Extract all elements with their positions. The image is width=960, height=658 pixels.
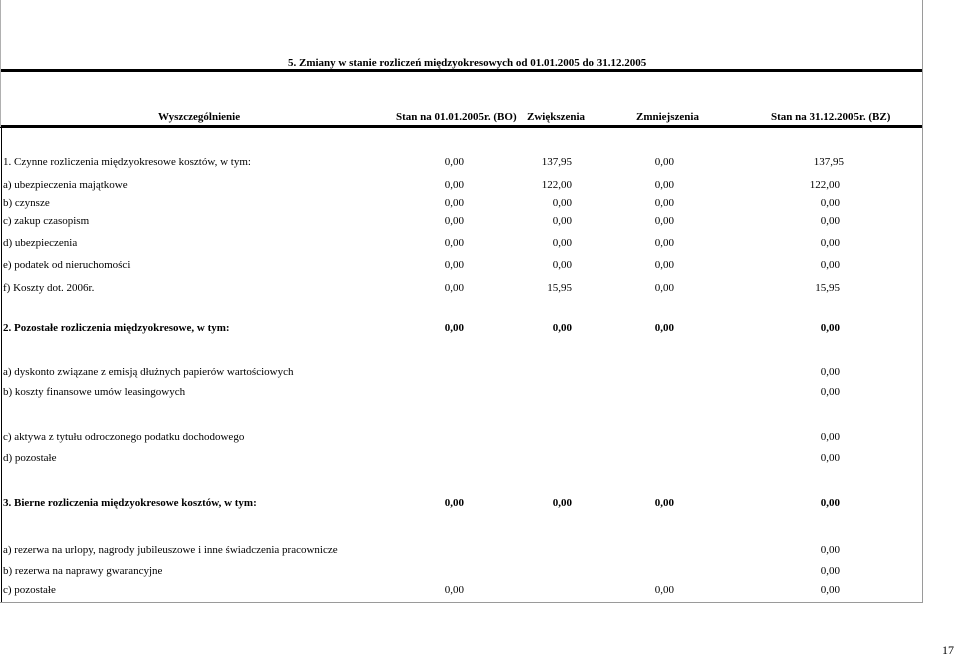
row-3b-bz: 0,00	[820, 565, 840, 577]
header-closing-balance: Stan na 31.12.2005r. (BZ)	[771, 111, 891, 123]
row-3c-dec: 0,00	[654, 584, 674, 596]
row-1c-inc: 0,00	[552, 215, 572, 227]
left-border	[1, 127, 2, 602]
row-2a-bz: 0,00	[820, 366, 840, 378]
row-1a-inc: 122,00	[541, 179, 572, 191]
section-1-dec: 0,00	[654, 156, 674, 168]
row-3c-bo: 0,00	[444, 584, 464, 596]
row-1c-bz: 0,00	[820, 215, 840, 227]
row-1a-bz: 122,00	[809, 179, 840, 191]
section-3-dec: 0,00	[654, 497, 674, 509]
section-3-bz: 0,00	[820, 497, 840, 509]
row-2a-label: a) dyskonto związane z emisją dłużnych papierów wartościowych	[3, 366, 294, 378]
row-2b-bz: 0,00	[820, 386, 840, 398]
row-1e-dec: 0,00	[654, 259, 674, 271]
row-1e-bz: 0,00	[820, 259, 840, 271]
section-2-inc: 0,00	[552, 322, 572, 334]
row-3c-bz: 0,00	[820, 584, 840, 596]
row-1b-inc: 0,00	[552, 197, 572, 209]
row-1b-dec: 0,00	[654, 197, 674, 209]
row-1b-bz: 0,00	[820, 197, 840, 209]
row-1e-bo: 0,00	[444, 259, 464, 271]
header-bottom-border	[0, 125, 922, 128]
section-2-dec: 0,00	[654, 322, 674, 334]
section-2-bo: 0,00	[444, 322, 464, 334]
row-1f-label: f) Koszty dot. 2006r.	[3, 282, 95, 294]
row-1d-inc: 0,00	[552, 237, 572, 249]
row-1d-label: d) ubezpieczenia	[3, 237, 78, 249]
header-opening-balance: Stan na 01.01.2005r. (BO)	[396, 111, 517, 123]
header-decreases: Zmniejszenia	[636, 111, 699, 123]
row-3b-label: b) rezerwa na naprawy gwarancyjne	[3, 565, 163, 577]
section-2-bz: 0,00	[820, 322, 840, 334]
row-3a-bz: 0,00	[820, 544, 840, 556]
row-1f-bz: 15,95	[815, 282, 840, 294]
row-1a-bo: 0,00	[444, 179, 464, 191]
row-2b-label: b) koszty finansowe umów leasingowych	[3, 386, 186, 398]
row-1f-bo: 0,00	[444, 282, 464, 294]
document-title: 5. Zmiany w stanie rozliczeń międzyokresowych od 01.01.2005 do 31.12.2005	[288, 57, 647, 69]
row-1e-label: e) podatek od nieruchomości	[3, 259, 131, 271]
row-1d-bo: 0,00	[444, 237, 464, 249]
section-1-label: 1. Czynne rozliczenia międzyokresowe kosztów, w tym:	[3, 156, 251, 168]
row-3c-label: c) pozostałe	[3, 584, 56, 596]
section-3-label: 3. Bierne rozliczenia międzyokresowe kosztów, w tym:	[3, 497, 257, 509]
page-number: 17	[942, 643, 954, 657]
section-1-bo: 0,00	[444, 156, 464, 168]
row-1f-inc: 15,95	[547, 282, 572, 294]
row-1b-bo: 0,00	[444, 197, 464, 209]
section-3-inc: 0,00	[552, 497, 572, 509]
row-1c-bo: 0,00	[444, 215, 464, 227]
row-1d-bz: 0,00	[820, 237, 840, 249]
section-2-label: 2. Pozostałe rozliczenia międzyokresowe, w tym:	[3, 322, 230, 334]
header-increases: Zwiększenia	[527, 111, 586, 123]
row-2c-label: c) aktywa z tytułu odroczonego podatku dochodowego	[3, 431, 245, 443]
row-1a-dec: 0,00	[654, 179, 674, 191]
header-left-border	[0, 0, 1, 127]
row-1d-dec: 0,00	[654, 237, 674, 249]
row-1e-inc: 0,00	[552, 259, 572, 271]
section-1-inc: 137,95	[541, 156, 572, 168]
row-1c-label: c) zakup czasopism	[3, 215, 90, 227]
row-2c-bz: 0,00	[820, 431, 840, 443]
row-3a-label: a) rezerwa na urlopy, nagrody jubileuszowe i inne świadczenia pracownicze	[3, 544, 338, 556]
header-description: Wyszczególnienie	[158, 111, 241, 123]
section-3-bo: 0,00	[444, 497, 464, 509]
row-2d-label: d) pozostałe	[3, 452, 57, 464]
section-1-bz: 137,95	[813, 156, 844, 168]
row-1b-label: b) czynsze	[3, 197, 50, 209]
row-1a-label: a) ubezpieczenia majątkowe	[3, 179, 128, 191]
row-1c-dec: 0,00	[654, 215, 674, 227]
row-1f-dec: 0,00	[654, 282, 674, 294]
row-2d-bz: 0,00	[820, 452, 840, 464]
